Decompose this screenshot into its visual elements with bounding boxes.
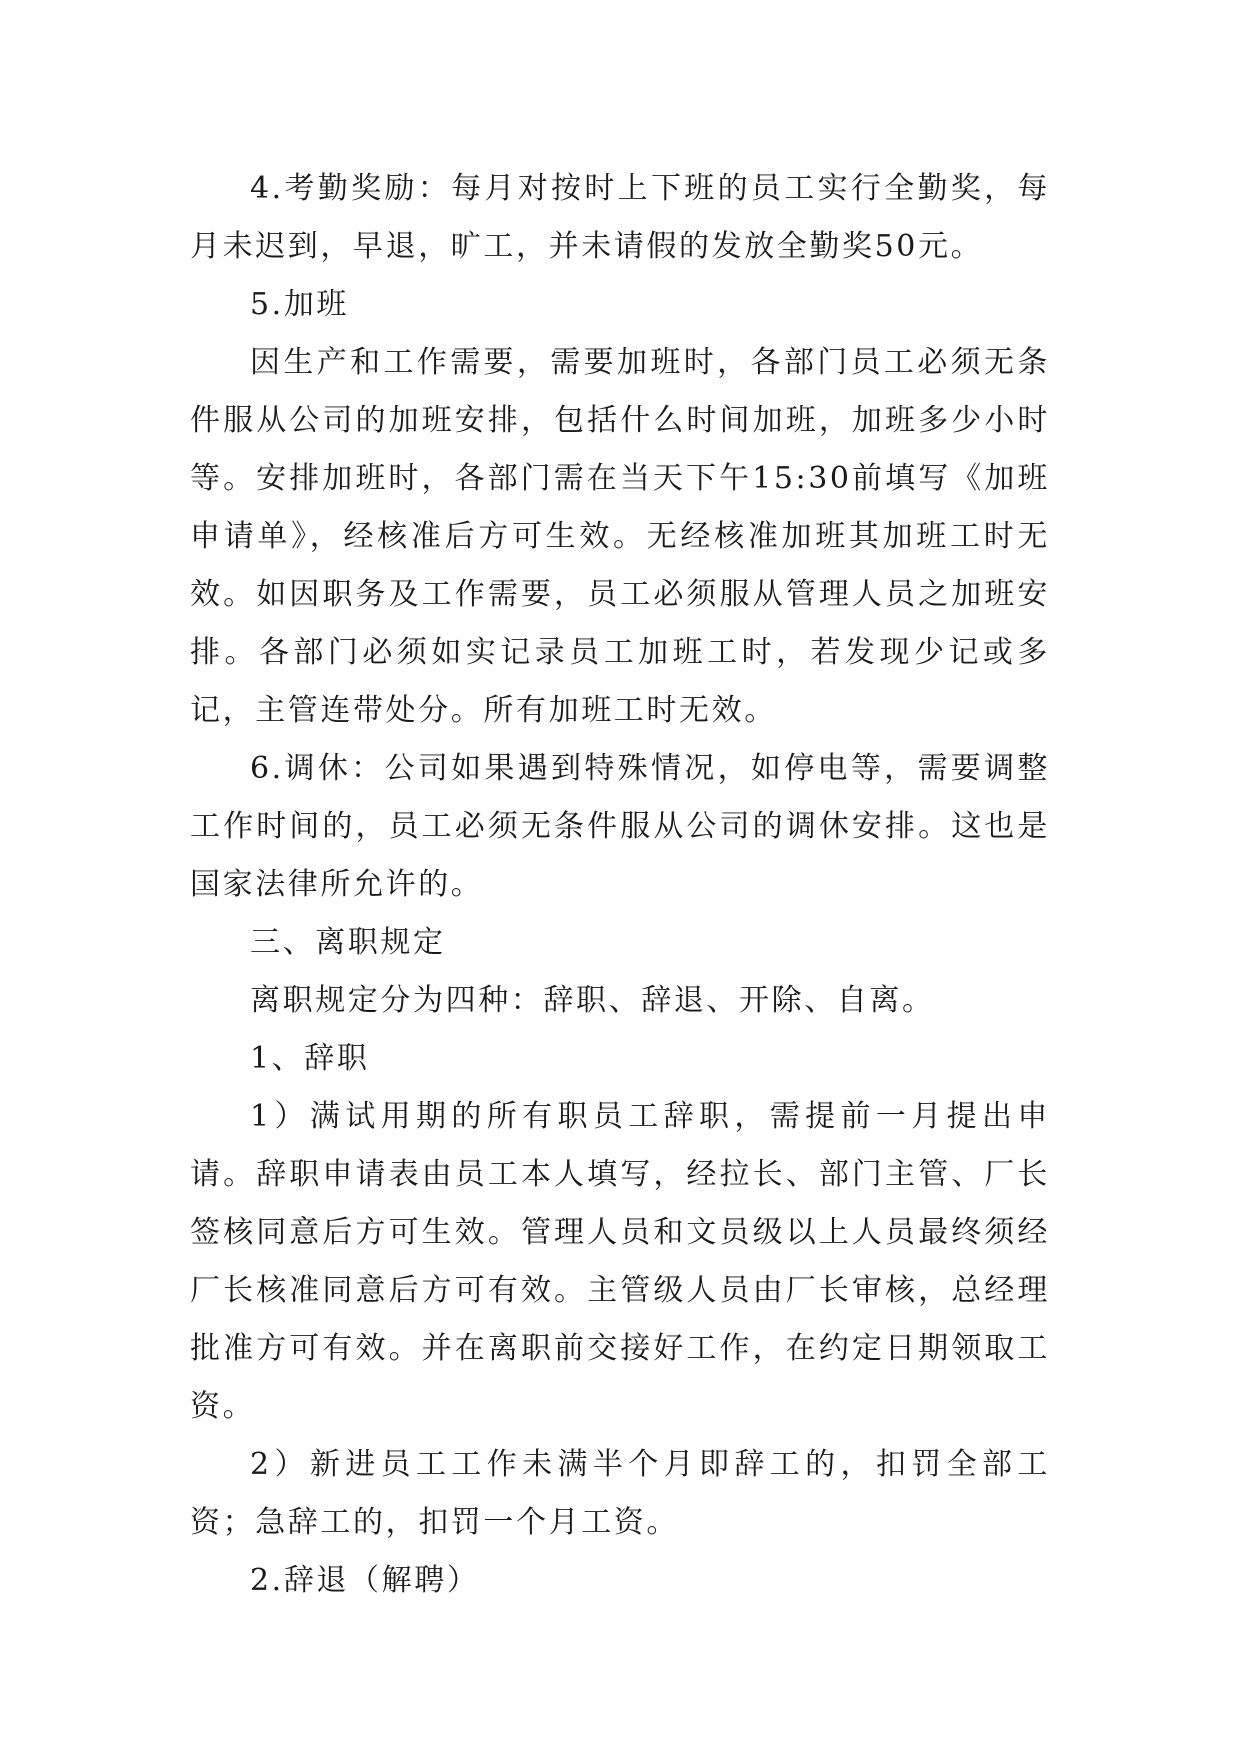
paragraph-resignation-procedure: 1）满试用期的所有职员工辞职，需提前一月提出申请。辞职申请表由员工本人填写，经拉长、部门主管、厂长签核同意后方可生效。管理人员和文员级以上人员最终须经厂长核准同意后方可有效。主管级人员由厂长审核，总经理批准方可有效。并在离职前交接好工作，在约定日期领取工资。 — [190, 1099, 1050, 1424]
document-body — [190, 160, 1050, 1610]
heading-overtime: 5.加班 — [250, 287, 350, 322]
heading-resignation-rules: 三、离职规定 — [250, 925, 446, 960]
paragraph-overtime: 因生产和工作需要，需要加班时，各部门员工必须无条件服从公司的加班安排，包括什么时间加班，加班多少小时等。安排加班时，各部门需在当天下午15:30前填写《加班申请单》，经核准后方可生效。无经核准加班其加班工时无效。如因职务及工作需要，员工必须服从管理人员之加班安排。各部门必须如实记录员工加班工时，若发现少记或多记，主管连带处分。所有加班工时无效。 — [190, 345, 1050, 728]
heading-dismissal: 2.辞退（解聘） — [250, 1563, 480, 1598]
paragraph-attendance-bonus: 4.考勤奖励：每月对按时上下班的员工实行全勤奖，每月未迟到，早退，旷工，并未请假的发放全勤奖50元。 — [190, 171, 1050, 264]
heading-resignation: 1、辞职 — [250, 1041, 370, 1076]
paragraph-shift-adjustment: 6.调休：公司如果遇到特殊情况，如停电等，需要调整工作时间的，员工必须无条件服从公司的调休安排。这也是国家法律所允许的。 — [190, 751, 1050, 902]
paragraph-new-employee-resignation: 2）新进员工工作未满半个月即辞工的，扣罚全部工资；急辞工的，扣罚一个月工资。 — [190, 1447, 1050, 1540]
paragraph-resignation-types: 离职规定分为四种：辞职、辞退、开除、自离。 — [250, 983, 935, 1018]
